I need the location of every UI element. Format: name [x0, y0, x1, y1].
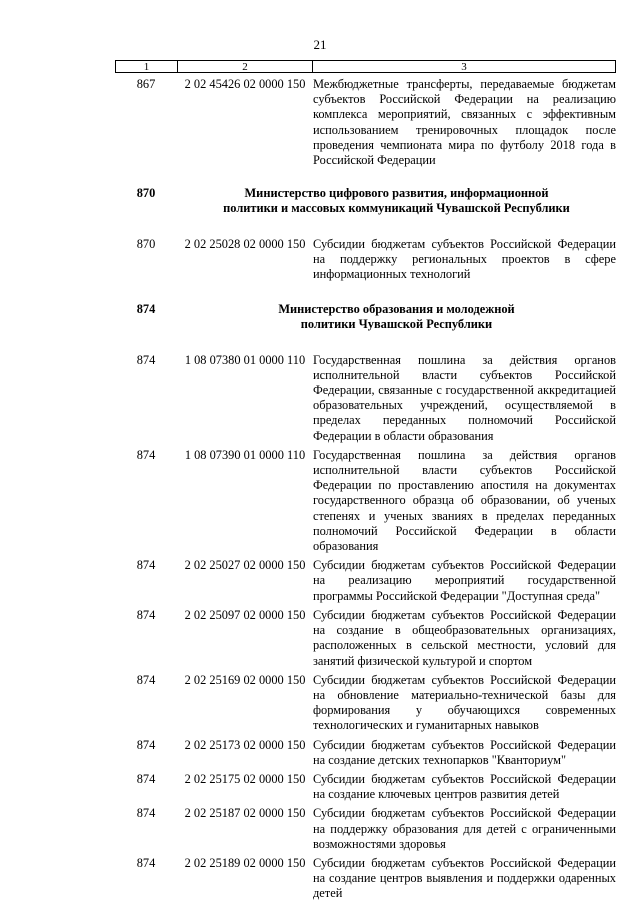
revenue-description: Субсидии бюджетам субъектов Российской Федерации на реализацию мероприятий государственной программы Российской Федерации "Доступная среда" [313, 558, 616, 603]
table-row [115, 448, 616, 554]
revenue-code: 2 02 25189 02 0000 150 [184, 855, 306, 870]
revenue-code: 2 02 25027 02 0000 150 [184, 558, 306, 573]
revenue-code: 1 08 07380 01 0000 110 [184, 352, 306, 367]
admin-code: 874 [136, 806, 156, 821]
revenue-code: 2 02 25097 02 0000 150 [184, 607, 306, 622]
admin-code: 874 [136, 771, 156, 786]
revenue-description: Субсидии бюджетам субъектов Российской Федерации на создание в общеобразовательных организациях, расположенных в сельской местности, условий для занятий физической культурой и спортом [313, 607, 616, 668]
revenue-description: Субсидии бюджетам субъектов Российской Федерации на поддержку региональных проектов в сфере информационных технологий [313, 236, 616, 282]
section-admin-code: 870 [136, 186, 156, 201]
revenue-description: Субсидии бюджетам субъектов Российской Федерации на создание ключевых центров развития детей [313, 771, 616, 802]
table-row [115, 673, 616, 734]
revenue-code: 2 02 25187 02 0000 150 [184, 806, 306, 821]
admin-code: 874 [136, 737, 156, 752]
admin-code: 867 [136, 77, 156, 91]
admin-code: 874 [136, 607, 156, 622]
table-row [115, 856, 616, 902]
section-title: Министерство образования и молодежной политики Чувашской Республики [278, 302, 515, 332]
table-row [115, 806, 616, 852]
table-row [115, 772, 616, 802]
revenue-description: Государственная пошлина за действия органов исполнительной власти субъектов Российской Федерации, связанные с государственной аккредитацией образовательных учреждений, осуществляемой в пределах переданных полномочий Российской Федерации в области образования [313, 352, 616, 443]
revenue-description: Межбюджетные трансферты, передаваемые бюджетам субъектов Российской Федерации на реализацию комплекса мероприятий, связанных с эффективным использованием тренировочных площадок после проведения чемпионата мира по футболу 2018 года в Российской Федерации [313, 77, 616, 168]
revenue-code: 2 02 45426 02 0000 150 [184, 77, 306, 91]
revenue-code: 2 02 25175 02 0000 150 [184, 771, 306, 786]
admin-code: 874 [136, 855, 156, 870]
section-title: Министерство цифрового развития, информационной политики и массовых коммуникаций Чувашской Республики [223, 186, 570, 216]
table-header [115, 60, 616, 73]
table-row [115, 77, 616, 168]
admin-code: 874 [136, 558, 156, 573]
table-row [115, 558, 616, 604]
revenue-description: Субсидии бюджетам субъектов Российской Федерации на поддержку образования для детей с ограниченными возможностями здоровья [313, 806, 616, 851]
revenue-code: 2 02 25169 02 0000 150 [184, 672, 306, 687]
section-heading [115, 186, 616, 216]
revenue-code: 1 08 07390 01 0000 110 [184, 447, 306, 462]
section-admin-code: 874 [136, 302, 156, 317]
admin-code: 874 [136, 352, 156, 367]
header-col-1: 1 [116, 61, 178, 72]
table-row [115, 738, 616, 768]
revenue-description: Субсидии бюджетам субъектов Российской Федерации на создание центров выявления и поддержки одаренных детей [313, 855, 616, 901]
table-row [115, 353, 616, 444]
revenue-description: Субсидии бюджетам субъектов Российской Федерации на обновление материально-технической базы для формирования у обучающихся современных технологических и гуманитарных навыков [313, 672, 616, 733]
table-row [115, 237, 616, 283]
section-heading [115, 302, 616, 332]
header-col-2: 2 [178, 61, 313, 72]
revenue-code: 2 02 25028 02 0000 150 [184, 236, 306, 251]
header-col-3: 3 [461, 61, 467, 73]
revenue-codes-table [115, 60, 616, 902]
admin-code: 874 [136, 447, 156, 462]
admin-code: 870 [136, 236, 156, 251]
admin-code: 874 [136, 672, 156, 687]
revenue-description: Государственная пошлина за действия органов исполнительной власти субъектов Российской Федерации по проставлению апостиля на документах государственного образца об образовании, об ученых степенях и ученых званиях в пределах переданных полномочий Российской Федерации в области образования [313, 447, 616, 554]
table-row [115, 608, 616, 669]
revenue-description: Субсидии бюджетам субъектов Российской Федерации на создание детских технопарков "Кванториум" [313, 737, 616, 767]
page-number: 21 [313, 37, 327, 52]
revenue-code: 2 02 25173 02 0000 150 [184, 737, 306, 752]
